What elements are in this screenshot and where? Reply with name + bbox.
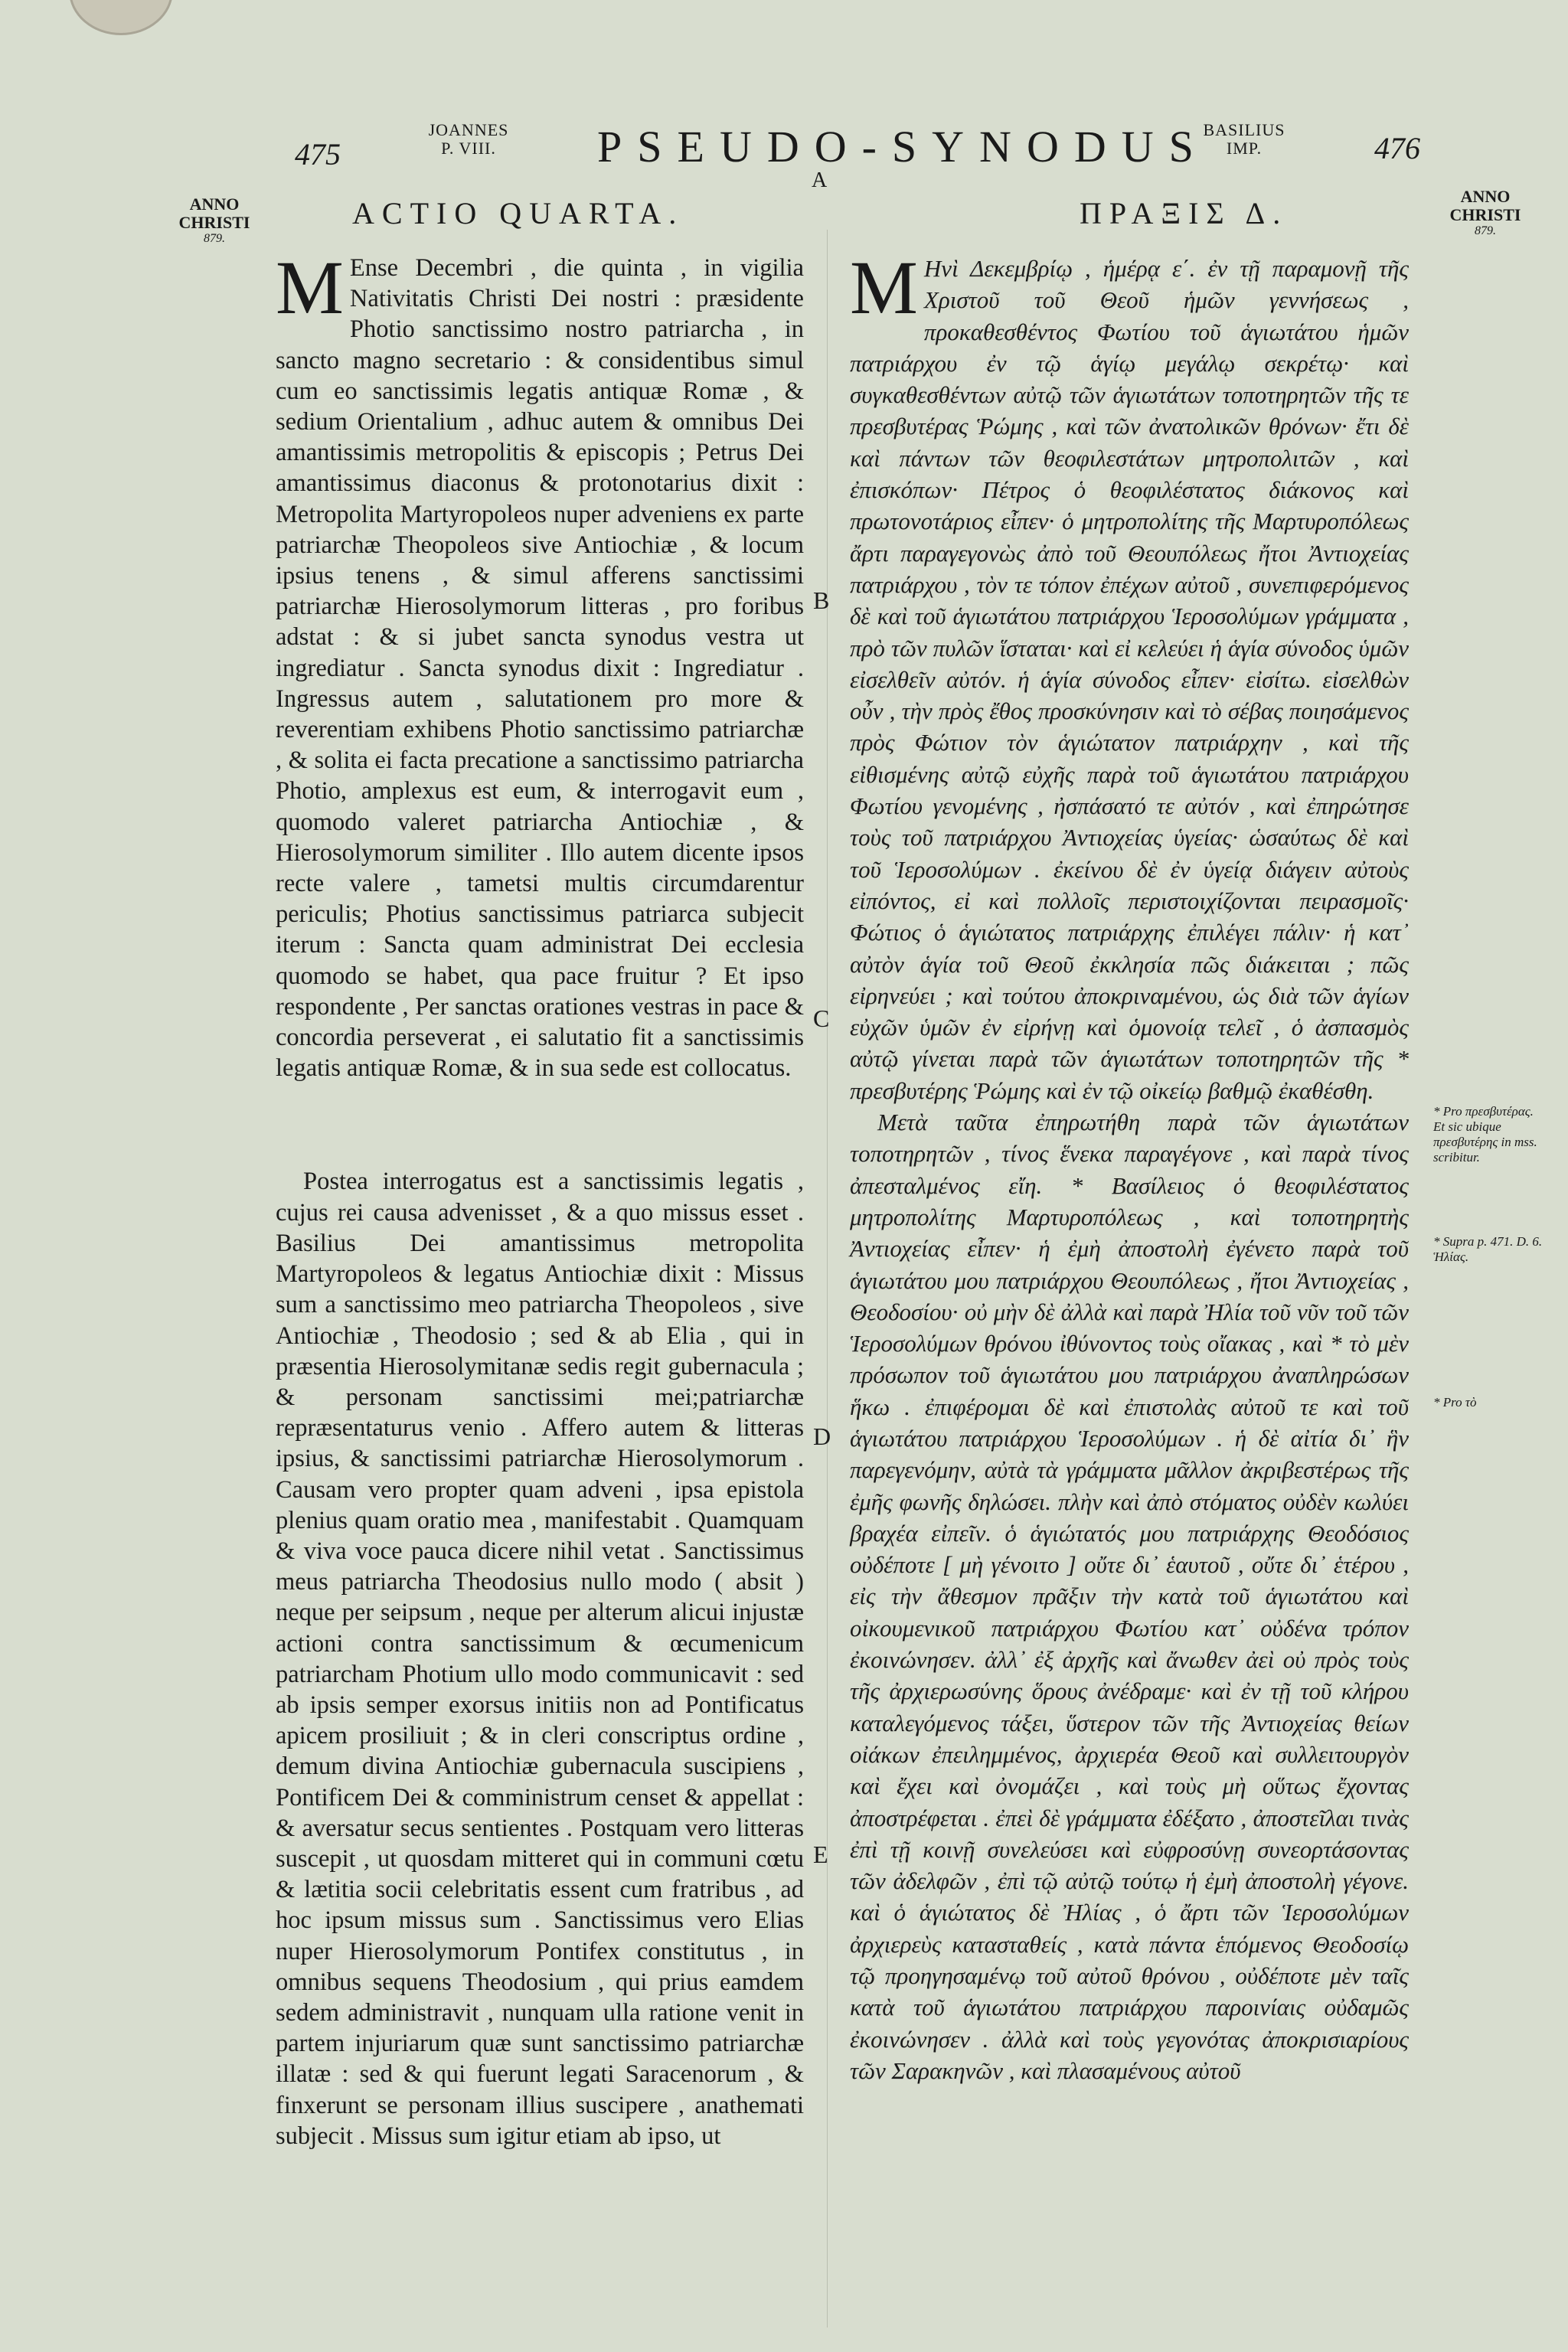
latin-dropcap: M — [276, 245, 344, 330]
latin-paragraph-1 — [276, 245, 804, 1083]
greek-paragraph-1 — [850, 245, 1409, 1106]
page-number-right: 476 — [1374, 131, 1420, 165]
page-title: PSEUDO-SYNODUS — [597, 122, 1209, 172]
latin-paragraph-1-text: Ense Decembri , die quinta , in vigilia Nativitatis Christi Dei nostri : præsidente Photio sanctissimo nostro patriarcha , in sancto magno secretario : & considentibus simul cum eo sanctissimis legatis antiquæ Romæ , & sedium Orientalium , adhuc autem & omnibus Dei amantissimis metropolitis & episcopis ; Petrus Dei amantissimus diaconus & protonotarius dixit : Metropolita Martyropoleos nuper adveniens ex parte patriarchæ Theopoleos sive Antiochiæ , & locum ipsius tenens , & simul afferens sanctissimi patriarchæ Hierosolymorum litteras , pro foribus adstat : & si jubet sancta synodus vestra ut ingrediatur . Sancta synodus dixit : Ingrediatur . Ingressus autem , salutationem pro more & reverentiam exhibens Photio sanctissimo patriarchæ , & solita ei facta precatione a sanctissimo patriarcha Photio, amplexus est eum, & interrogavit eum , quomodo valeret patriarcha Antiochiæ , & Hierosolymorum similiter . Illo autem dicente ipsos recte valere , tametsi multis circumdarentur periculis; Photius sanctissimus patriarca subjecit iterum : Sancta quam administrat Dei ecclesia quomodo se habet, qua pace fruitur ? Et ipso respondente , Per sanctas orationes vestras in pace & concordia perseverat , ei salutatio fit a sanctissimis legatis antiquæ Romæ, & in sua sede est collocatus. — [276, 254, 804, 1083]
running-head-left — [423, 121, 514, 158]
heading-greek: ΠΡΑΞΙΣ Δ. — [1080, 196, 1289, 230]
anno-left-year: 879. — [204, 232, 225, 245]
running-head-right-line1: BASILIUS — [1203, 120, 1285, 139]
running-head-right — [1194, 121, 1294, 158]
latin-paragraph-2: Postea interrogatus est a sanctissimis legatis , cujus rei causa advenisset , & a quo missus esset . Basilius Dei amantissimus metropolita Martyropoleos & legatus Antiochiæ dixit : Missus sum a sanctissimo meo patriarcha Theopoleos , sive Antiochiæ , Theodosio ; sed & ab Elia , qui in præsentia Hierosolymitanæ sedis regit gubernacula ; & personam sanctissimi mei;patriarchæ repræsentaturus venio . Affero autem & litteras ipsius, & sanctissimi patriarchæ Hierosolymorum . Causam vero propter quam adveni , ipsa epistola plenius quam oratio mea , manifestabit . Quamquam & viva voce pauca dicere nihil vetat . Sanctissimus meus patriarcha Theodosius nullo modo ( absit ) neque per seipsum , neque per alterum alicui injustæ actioni contra sanctissimum & œcumenicum patriarcham Photium ullo modo communicavit : sed ab ipsis semper exorsus initiis non ad Pontificatus apicem prosiliuit ; & in cleri conscriptus ordine , demum divina Antiochiæ gubernacula suscipiens , Pontificem Dei & comministrum censet & appellat : & aversatur secus sentientes . Postquam vero litteras suscepit , ut quosdam mitteret qui in communi cœtu & lætitia socii celebritatis essent cum fratribus , ad hoc ipsum missus sum . Sanctissimus vero Elias nuper Hierosolymorum Pontifex constitutus , in omnibus sequens Theodosium , qui prius eamdem sedem administravit , nunquam ulla ratione venit in partem injuriarum quæ sunt sanctissimo patriarchæ illatæ : sed & qui fuerunt legati Saracenorum , & finxerunt se personam illius suscipere , anathemati subjecit . Missus sum igitur etiam ab ipso, ut — [276, 1168, 804, 2150]
running-head-left-line2: P. VIII. — [441, 139, 496, 158]
side-note-3: * Pro τὸ — [1433, 1395, 1477, 1410]
greek-paragraph-1-text: Ηνὶ Δεκεμβρίῳ , ἡμέρᾳ ε΄. ἐν τῇ παραμονῇ τῆς Χριστοῦ τοῦ Θεοῦ ἡμῶν γεννήσεως , προκαθεσθέντος Φωτίου τοῦ ἁγιωτάτου ἡμῶν πατριάρχου ἐν τῷ ἁγίῳ μεγάλῳ σεκρέτῳ· καὶ συγκαθεσθέντων αὐτῷ τῶν ἁγιωτάτων τοποτηρητῶν τῆς τε πρεσβυτέρας Ῥώμης , καὶ τῶν ἀνατολικῶν θρόνων· ἔτι δὲ καὶ πάντων τῶν θεοφιλεστάτων μητροπολιτῶν , καὶ ἐπισκόπων· Πέτρος ὁ θεοφιλέστατος διάκονος καὶ πρωτονοτάριος εἶπεν· ὁ μητροπολίτης τῆς Μαρτυροπόλεως ἄρτι παραγεγονὼς ἀπὸ τοῦ Θεουπόλεως ἤτοι Ἀντιοχείας πατριάρχου , τὸν τε τόπον ἐπέχων αὐτοῦ , συνεπιφερόμενος δὲ καὶ τοῦ ἁγιωτάτου πατριάρχου Ἱεροσολύμων γράμματα , πρὸ τῶν πυλῶν ἵσταται· καὶ εἰ κελεύει ἡ ἁγία σύνοδος ὑμῶν εἰσελθεῖν αὐτόν. ἡ ἁγία σύνοδος εἶπεν· εἰσίτω. εἰσελθὼν οὖν , τὴν πρὸς ἔθος προσκύνησιν καὶ τὸ σέβας ποιησάμενος πρὸς Φώτιον τὸν ἁγιώτατον πατριάρχην , καὶ τῆς εἰθισμένης αὐτῷ εὐχῆς παρὰ τοῦ ἁγιωτάτου πατριάρχου Φωτίου γενομένης , ἠσπάσατό τε αὐτόν , καὶ ἐπηρώτησε τοὺς τοῦ πατριάρχου Ἀντιοχείας ὑγείας· ὡσαύτως δὲ καὶ τοῦ Ἱεροσολύμων . ἐκείνου δὲ ἐν ὑγείᾳ διάγειν αὐτοὺς εἰπόντος, εἰ καὶ πολλοῖς περιστοιχίζονται πειρασμοῖς· Φώτιος ὁ ἁγιώτατος πατριάρχης ἐπιλέγει πάλιν· ἡ κατ᾽ αὐτὸν ἁγία τοῦ Θεοῦ ἐκκλησία πῶς διάκειται ; πῶς εἰρηνεύει ; καὶ τούτου ἀποκριναμένου, ὡς διὰ τῶν ἁγίων εὐχῶν ὑμῶν ἐν εἰρήνῃ καὶ ὁμονοίᾳ τελεῖ , ὁ ἀσπασμὸς αὐτῷ γίνεται παρὰ τῶν ἁγιωτάτων τοποτηρητῶν τῆς * πρεσβυτέρης Ῥώμης καὶ ἐν τῷ οἰκείῳ βαθμῷ ἐκαθέσθη. — [850, 255, 1409, 1104]
heading-latin: ACTIO QUARTA. — [352, 196, 684, 230]
greek-dropcap: Μ — [850, 245, 918, 330]
anno-right-line2: CHRISTI — [1449, 205, 1521, 224]
running-head-left-line1: JOANNES — [428, 120, 509, 139]
section-marker-c: C — [813, 1004, 830, 1032]
section-marker-d: D — [813, 1423, 831, 1450]
running-head-right-line2: IMP. — [1226, 139, 1263, 158]
anno-christi-right — [1439, 188, 1531, 238]
anno-right-year: 879. — [1475, 224, 1496, 237]
side-note-2: * Supra p. 471. D. 6. Ἡλίας. — [1433, 1234, 1543, 1264]
anno-left-line1: ANNO — [189, 194, 240, 214]
paragraph-gap — [276, 1083, 804, 1166]
latin-column — [276, 245, 804, 2151]
binding-hole — [69, 0, 173, 35]
section-marker-e: E — [813, 1841, 828, 1868]
page-number-left: 475 — [295, 137, 341, 172]
section-marker-b: B — [813, 586, 830, 614]
side-note-1: * Pro πρεσβυτέρας. Et sic ubique πρεσβυτέρης in mss. scribitur. — [1433, 1104, 1537, 1165]
greek-paragraph-2: Μετὰ ταῦτα ἐπηρωτήθη παρὰ τῶν ἁγιωτάτων τοποτηρητῶν , τίνος ἕνεκα παραγέγονε , καὶ παρὰ τίνος ἀπεσταλμένος εἴη. * Βασίλειος ὁ θεοφιλέστατος μητροπολίτης Μαρτυροπόλεως , καὶ τοποτηρητὴς Ἀντιοχείας εἶπεν· ἡ ἐμὴ ἀποστολὴ ἐγένετο παρὰ τοῦ ἁγιωτάτου μου πατριάρχου Θεουπόλεως , ἤτοι Ἀντιοχείας , Θεοδοσίου· οὐ μὴν δὲ ἀλλὰ καὶ παρὰ Ἠλία τοῦ νῦν τοῦ τῶν Ἱεροσολύμων θρόνου ἰθύνοντος τοὺς οἴακας , καὶ * τὸ μὲν πρόσωπον τοῦ ἁγιωτάτου μου πατριάρχου ἀναπληρώσων ἥκω . ἐπιφέρομαι δὲ καὶ ἐπιστολὰς αὐτοῦ τε καὶ τοῦ ἁγιωτάτου πατριάρχου Ἱεροσολύμων . ἡ δὲ αἰτία δι᾽ ἣν παρεγενόμην, αὐτὰ τὰ γράμματα μᾶλλον ἀκριβεστέρως τῆς ἐμῆς φωνῆς δηλώσει. πλὴν καὶ ἀπὸ στόματος οὐδὲν κωλύει βραχέα εἰπεῖν. ὁ ἁγιώτατός μου πατριάρχης Θεοδόσιος οὐδέποτε [ μὴ γένοιτο ] οὔτε δι᾽ ἑαυτοῦ , οὔτε δι᾽ ἑτέρου , εἰς τὴν ἄθεσμον πρᾶξιν τὴν κατὰ τοῦ ἁγιωτάτου καὶ οἰκουμενικοῦ πατριάρχου Φωτίου κατ᾽ οὐδένα τρόπον ἐκοινώνησεν. ἀλλ᾽ ἐξ ἀρχῆς καὶ ἄνωθεν ἀεὶ οὐ πρὸς τοὺς τῆς ἀρχιερωσύνης ὅρους ἀνέδραμε· καὶ ἐν τῇ τοῦ κλήρου καταλεγόμενος τάξει, ὕστερον τῶν τῆς Ἀντιοχείας θείων οἰάκων ἐπειλημμένος, ἀρχιερέα Θεοῦ καὶ συλλειτουργὸν καὶ ἔχει καὶ ὀνομάζει , καὶ τοὺς μὴ οὕτως ἔχοντας ἀποστρέφεται . ἐπεὶ δὲ γράμματα ἐδέξατο , ἀποστεῖλαι τινὰς ἐπὶ τῇ κοινῇ συνελεύσει καὶ εὐφροσύνῃ συνεορτάσοντας τῶν ἀδελφῶν , ἐπὶ τῷ αὐτῷ τούτῳ ἡ ἐμὴ ἀποστολὴ γέγονε. καὶ ὁ ἁγιώτατος δὲ Ἠλίας , ὁ ἄρτι τῶν Ἱεροσολύμων ἀρχιερεὺς κατασταθείς , κατὰ πάντα ἑπόμενος Θεοδοσίῳ τῷ προηγησαμένῳ τοῦ αὐτοῦ θρόνου , οὐδέποτε μὲν ταῖς κατὰ τοῦ ἁγιωτάτου πατριάρχου παροινίαις οὐδαμῶς ἐκοινώνησεν . ἀλλὰ καὶ τοὺς γεγονότας ἀποκρισιαρίους τῶν Σαρακηνῶν , καὶ πλασαμένους αὐτοῦ — [850, 1109, 1409, 2084]
anno-christi-left — [168, 195, 260, 246]
greek-column — [850, 245, 1409, 2086]
anno-right-line1: ANNO — [1460, 187, 1511, 206]
column-divider — [827, 230, 828, 2328]
anno-left-line2: CHRISTI — [178, 213, 250, 232]
section-letter-a: A — [812, 168, 828, 192]
